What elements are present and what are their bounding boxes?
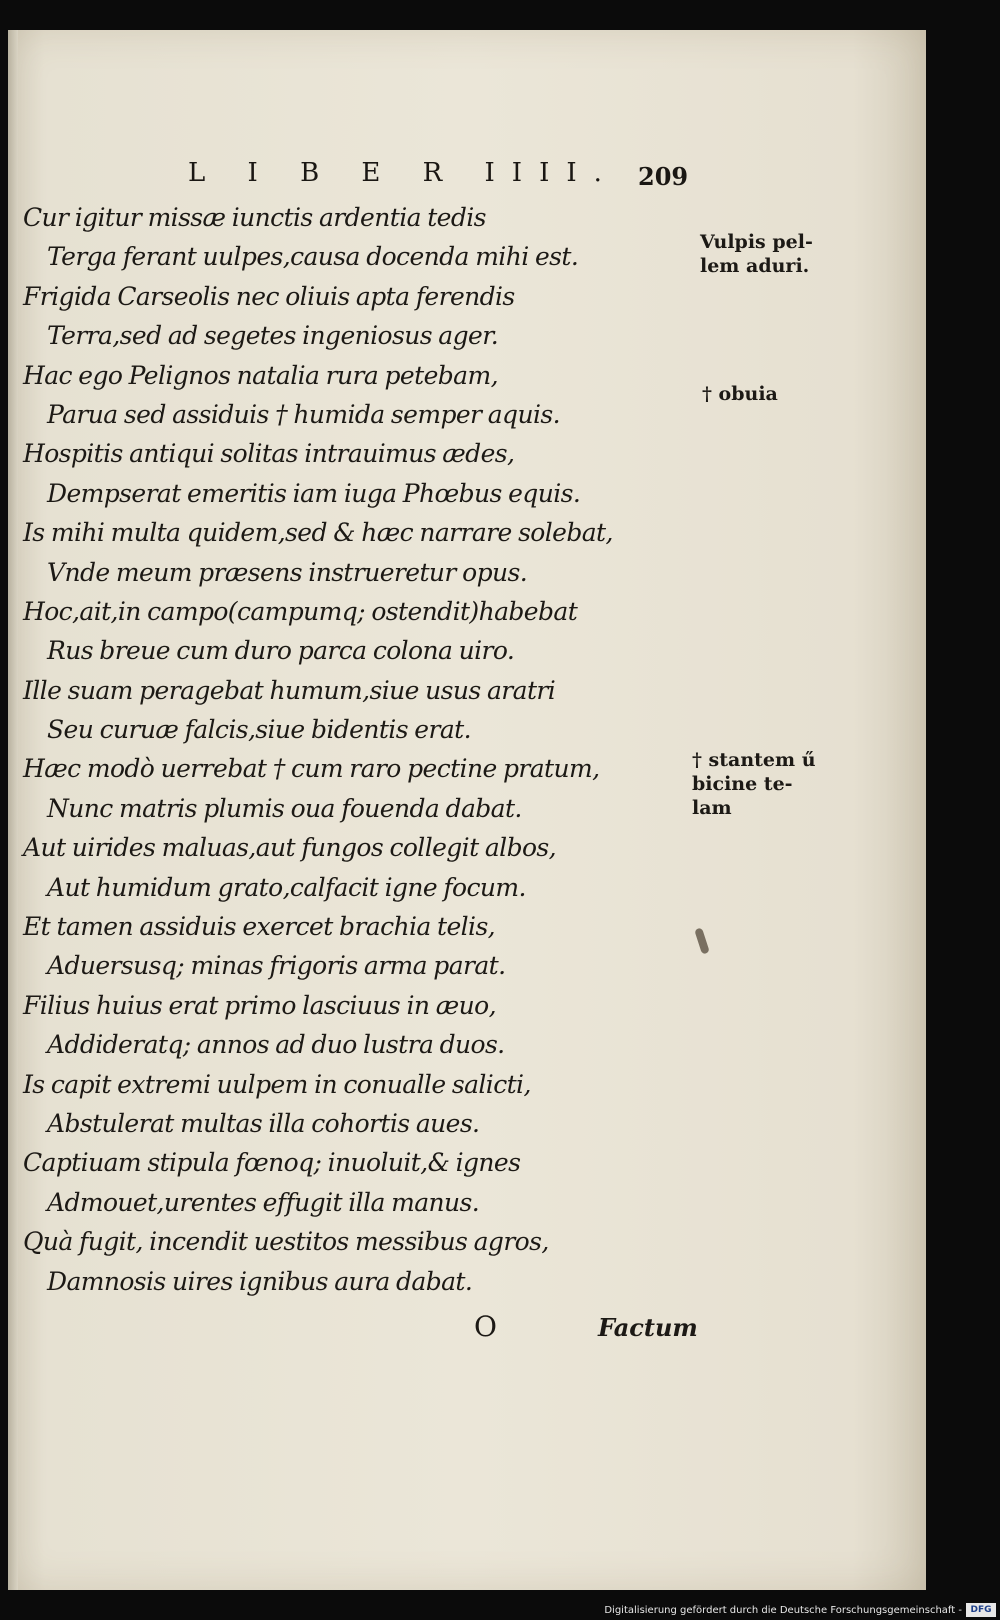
verse-line: Rus breue cum duro parca colona uiro. (47, 636, 515, 666)
verse-line: Hæc modò uerrebat † cum raro pectine pratum, (23, 754, 600, 784)
verse-line: Addideratq; annos ad duo lustra duos. (47, 1030, 505, 1060)
verse-line: Seu curuæ falcis,siue bidentis erat. (47, 715, 471, 745)
verse-block (23, 198, 663, 1301)
marginal-note-line: Vulpis pel- (700, 231, 813, 253)
verse-line: Aduersusq; minas frigoris arma parat. (47, 951, 506, 981)
verse-line: Terra,sed ad segetes ingeniosus ager. (47, 321, 499, 351)
verse-line: Is capit extremi uulpem in conualle salicti, (23, 1069, 531, 1099)
credit-bar (0, 1598, 1000, 1620)
marginal-note (700, 230, 813, 278)
marginal-note-line: † stantem ű (692, 749, 816, 771)
folio-number: 209 (638, 162, 689, 191)
verse-line: Aut uirides maluas,aut fungos collegit albos, (23, 833, 557, 863)
verse-line: Filius huius erat primo lasciuus in æuo, (23, 990, 496, 1020)
verse-line: Ille suam peragebat humum,siue usus aratri (23, 675, 556, 705)
book-page (8, 30, 926, 1590)
signature-mark: O (474, 1310, 497, 1343)
verse-line: Et tamen assiduis exercet brachia telis, (23, 912, 496, 942)
marginal-note-line: bicine te- (692, 773, 793, 795)
verse-line: Vnde meum præsens instrueretur opus. (47, 557, 528, 587)
verse-line: Parua sed assiduis † humida semper aquis. (47, 399, 560, 429)
page-header (188, 158, 708, 198)
verse-line: Captiuam stipula fœnoq; inuoluit,& ignes (23, 1148, 521, 1178)
marginal-note-line: † obuia (702, 383, 778, 405)
verse-line: Damnosis uires ignibus aura dabat. (47, 1266, 473, 1296)
ink-blot (694, 927, 710, 954)
verse-line: Terga ferant uulpes,causa docenda mihi est. (47, 242, 579, 272)
verse-line: Is mihi multa quidem,sed & hæc narrare solebat, (23, 518, 613, 548)
verse-line: Admouet,urentes effugit illa manus. (47, 1187, 480, 1217)
catchword: Factum (598, 1313, 698, 1342)
verse-line: Quà fugit, incendit uestitos messibus agros, (23, 1227, 549, 1257)
verse-line: Nunc matris plumis oua fouenda dabat. (47, 793, 522, 823)
verse-line: Hospitis antiqui solitas intrauimus ædes, (23, 439, 515, 469)
page-fold (8, 30, 18, 1590)
marginal-note-line: lem aduri. (700, 255, 810, 277)
dfg-logo: DFG (966, 1603, 996, 1617)
verse-line: Cur igitur missæ iunctis ardentia tedis (23, 203, 486, 232)
verse-line: Hac ego Pelignos natalia rura petebam, (23, 360, 498, 390)
marginal-note-line: lam (692, 797, 732, 819)
verse-line: Frigida Carseolis nec oliuis apta ferendis (23, 281, 515, 311)
verse-line: Abstulerat multas illa cohortis aues. (47, 1108, 480, 1138)
verse-line: Aut humidum grato,calfacit igne focum. (47, 872, 526, 902)
marginal-note (692, 748, 816, 820)
verse-line: Hoc,ait,in campo(campumq; ostendit)habebat (23, 596, 578, 626)
marginal-note (702, 382, 778, 406)
verse-line: Dempserat emeritis iam iuga Phœbus equis. (47, 478, 581, 508)
funding-credit: Digitalisierung gefördert durch die Deutsche Forschungsgemeinschaft - (604, 1605, 962, 1616)
running-title: L I B E R IIII. (188, 158, 619, 188)
